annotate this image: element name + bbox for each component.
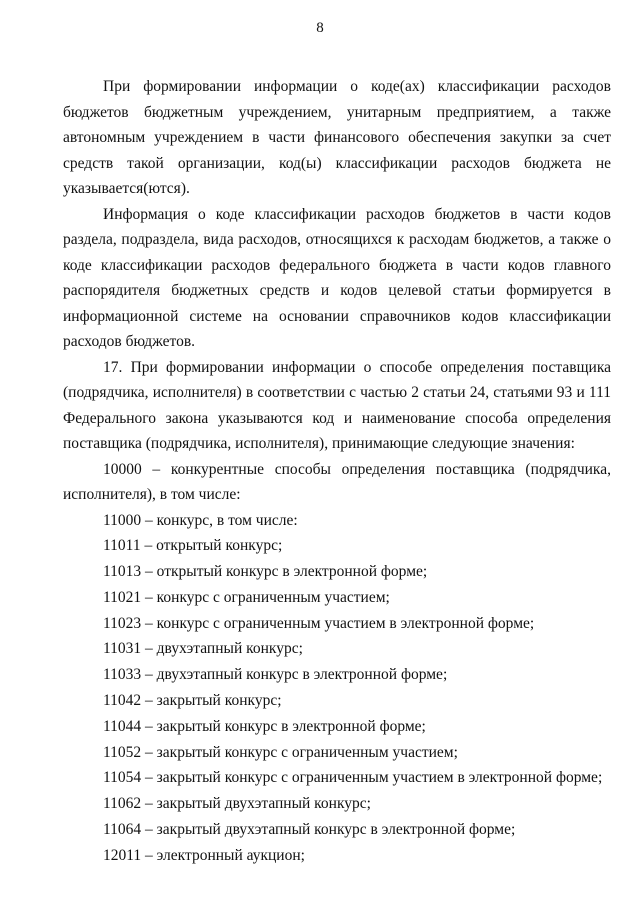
code-list-item: 11064 – закрытый двухэтапный конкурс в электронной форме; (103, 821, 516, 839)
paragraph: Информация о коде классификации расходов бюджетов в части кодов раздела, подраздела, вида расходов, относящихся к расходам бюджетов, а также о коде классификации расходов федерального бюджета в части кодов главного распорядителя бюджетных средств и кодов целевой статьи формируется в информационной системе на основании справочников кодов классификации расходов бюджетов. (63, 205, 611, 350)
document-body (63, 74, 611, 869)
code-list-item: 11062 – закрытый двухэтапный конкурс; (103, 795, 371, 813)
paragraph: 17. При формировании информации о способе определения поставщика (подрядчика, исполнителя) в соответствии с частью 2 статьи 24, статьями 93 и 111 Федерального закона указываются код и наименование способа определения поставщика (подрядчика, исполнителя), принимающие следующие значения: (63, 358, 611, 452)
code-list-item: 11000 – конкурс, в том числе: (103, 511, 298, 529)
code-list-item: 11052 – закрытый конкурс с ограниченным участием; (103, 743, 458, 761)
paragraph: 10000 – конкурентные способы определения поставщика (подрядчика, исполнителя), в том числе: (63, 460, 611, 503)
page-number: 8 (316, 20, 324, 36)
code-list-item: 11021 – конкурс с ограниченным участием; (103, 588, 390, 606)
code-list-item: 11011 – открытый конкурс; (103, 537, 283, 555)
code-list-item: 11033 – двухэтапный конкурс в электронной форме; (103, 666, 448, 684)
code-list-item: 11042 – закрытый конкурс; (103, 692, 282, 710)
code-list-item: 12011 – электронный аукцион; (103, 846, 305, 864)
code-list-item: 11031 – двухэтапный конкурс; (103, 640, 303, 658)
code-list-item: 11044 – закрытый конкурс в электронной форме; (103, 717, 426, 735)
paragraph: При формировании информации о коде(ах) классификации расходов бюджетов бюджетным учреждением, унитарным предприятием, а также автономным учреждением в части финансового обеспечения закупки за счет средств такой организации, код(ы) классификации расходов бюджета не указывается(ются). (63, 78, 611, 197)
code-list (63, 508, 611, 869)
code-list-item: 11013 – открытый конкурс в электронной форме; (103, 563, 428, 581)
code-list-item: 11054 – закрытый конкурс с ограниченным участием в электронной форме; (103, 769, 603, 787)
code-list-item: 11023 – конкурс с ограниченным участием в электронной форме; (103, 614, 535, 632)
